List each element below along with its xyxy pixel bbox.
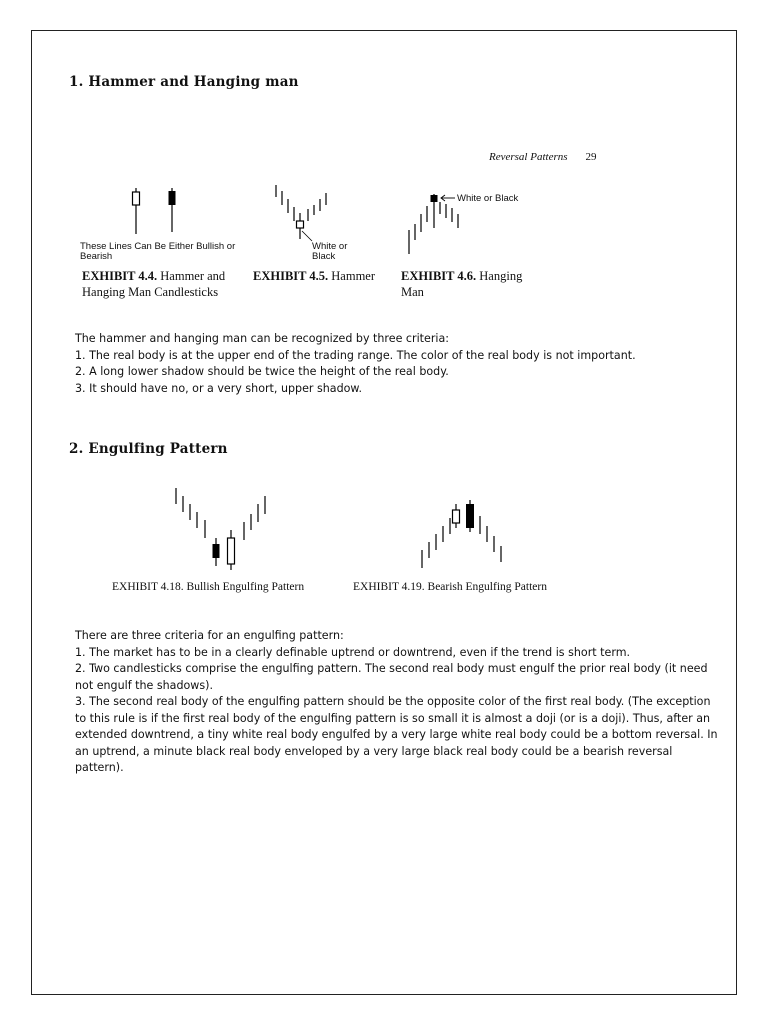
page-header-text: Reversal Patterns <box>489 151 568 163</box>
hammer-criterion-1: 1. The real body is at the upper end of the trading range. The color of the real body is not important. <box>75 348 636 362</box>
bullish-engulfing-figure <box>170 486 280 576</box>
exhibit-4-4-id: EXHIBIT 4.4. <box>82 269 158 283</box>
lines-note-label: These Lines Can Be Either Bullish or Bearish <box>80 241 236 262</box>
engulfing-intro: There are three criteria for an engulfing pattern: <box>75 629 344 642</box>
exhibit-4-6-caption <box>401 268 531 300</box>
page-border <box>31 30 737 995</box>
hammer-criterion-2: 2. A long lower shadow should be twice the height of the real body. <box>75 365 449 378</box>
engulfing-criterion-1: 1. The market has to be in a clearly definable uptrend or downtrend, even if the trend is short term. <box>75 645 631 659</box>
engulfing-criteria-text <box>75 628 723 777</box>
exhibit-4-5-text: Hammer <box>331 269 375 283</box>
exhibit-4-6-id: EXHIBIT 4.6. <box>401 269 477 283</box>
exhibit-4-18-caption: EXHIBIT 4.18. Bullish Engulfing Pattern <box>112 581 305 593</box>
exhibit-4-6-text: Hanging Man <box>401 269 523 299</box>
exhibit-4-6-figure <box>405 190 465 260</box>
exhibit-4-4-caption <box>82 268 242 300</box>
hammer-note-label: White or Black <box>312 241 348 262</box>
bearish-engulfing-figure <box>418 496 518 576</box>
engulfing-criterion-3: 3. The second real body of the engulfing pattern should be the opposite color of the first real body. (The exception to this rule is if the first real body of the engulfing pattern is so small it is almost a doji (or is a doji). Thus, after an extended downtrend, a tiny white real body engulfed by a very large white real body could be a bottom reversal. In an uptrend, a minute black real body enveloped by a very large black real body could be a bearish reversal pattern). <box>75 695 718 774</box>
exhibit-4-5-id: EXHIBIT 4.5. <box>253 269 329 283</box>
section-title-engulfing: 2. Engulfing Pattern <box>69 441 228 457</box>
hammer-intro: The hammer and hanging man can be recognized by three criteria: <box>75 332 450 345</box>
exhibit-4-5-caption <box>253 268 393 284</box>
hammer-criterion-3: 3. It should have no, or a very short, upper shadow. <box>75 381 363 395</box>
exhibit-4-19-caption: EXHIBIT 4.19. Bearish Engulfing Pattern <box>353 581 547 593</box>
hammer-criteria-text <box>75 331 725 397</box>
engulfing-criterion-2: 2. Two candlesticks comprise the engulfing pattern. The second real body must engulf the prior real body (it need not engulf the shadows). <box>75 662 708 692</box>
exhibit-4-4-figure <box>120 188 200 238</box>
page-number: 29 <box>585 151 597 163</box>
hanging-note-label: White or Black <box>457 193 519 204</box>
book-page-header <box>489 151 597 163</box>
exhibit-4-4-text: Hammer and Hanging Man Candlesticks <box>82 269 226 299</box>
section-title-hammer: 1. Hammer and Hanging man <box>69 74 299 90</box>
